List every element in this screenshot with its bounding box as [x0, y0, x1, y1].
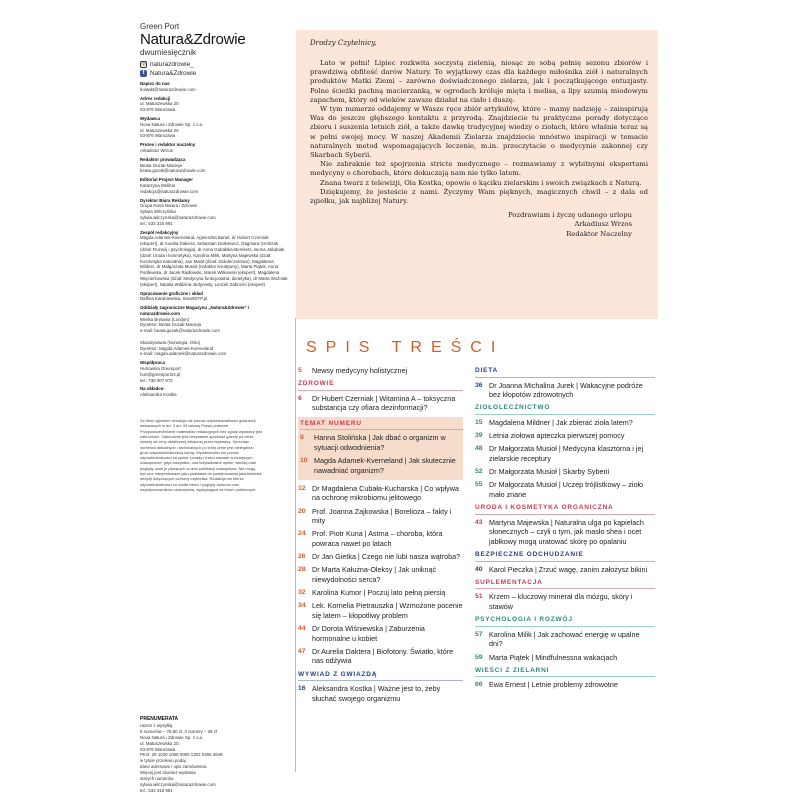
toc-item[interactable]: [298, 601, 463, 620]
toc-list-ziololecznictwo: [475, 418, 655, 500]
instagram-icon: ◎: [141, 61, 146, 67]
section-heading-wywiad: WYWIAD Z GWIAZDĄ: [298, 670, 463, 682]
toc-item-text: Marta Piątek | Mindfulnessna wakacjach: [489, 652, 618, 662]
toc-item[interactable]: [300, 433, 463, 452]
masthead-block-heading: Opracowanie graficzne i skład: [140, 290, 203, 296]
editorial-paragraph: Lato w pełni! Lipiec rozkwita soczystą zielenią, niosąc ze sobą pełnię sezonu zbiorów i prawdziwą obfitość darów Natury. To wyjątkowy czas dla każdego miłośnika ziół i naturalnych produktów Matki Ziemi – zarówno doświadczonego zielarza, jak i początkującego entuzjasty. Polne ścieżki pachną macierzanką, w ogrodach króluje mięta i melisa, a lipy szumią miodowym zapachem, który od wieków zawsze działał na ciało i duszę.: [310, 59, 648, 104]
toc-column-right: [475, 366, 655, 694]
toc-item[interactable]: [298, 552, 463, 562]
toc-page-number: 52: [475, 468, 483, 476]
masthead-block: [140, 198, 288, 227]
toc-item[interactable]: [475, 680, 655, 690]
masthead-block-heading: Prezes i redaktor naczelny: [140, 142, 196, 148]
toc-item-text: Karol Pieczka | Zrzuć wagę, zanim założysz bikini: [489, 564, 648, 574]
masthead-block: [140, 142, 288, 154]
masthead-block-heading: Współpraca: [140, 360, 165, 366]
column-divider: [295, 318, 296, 772]
toc-title: SPIS TREŚCI: [306, 339, 505, 356]
masthead-block-heading: Wydawca: [140, 115, 160, 121]
toc-page-number: 24: [298, 530, 306, 538]
legal-notice: Za treść ogłoszeń redakcja nie ponosi odpowiedzialności gwarancji wskazanych w art. 3 art. 43 ustawy Prawo prasowe. Przypowszechnianie materiałów redakcyjnych bez zgody wydawcy jest zabronione. Zabronione jest bezprawne sprzedaż gazety po cenie niższej od ceny detalicznej ustalonej przez wydawcę. Sprzedaż numerów aktualnych i archiwalnych po innej cenie jest nielegalna i grozi odpowiedzialnością karną. Wydawnictwo nie ponosi odpowiedzialności za opinie, porady i treści zawarte w niniejszym czasopiśmie; gdyż wszystkie, ona indywidualne opinie, wiedzę oraz poglądy osób je piszących w dniu publikacji czasopisma. Nie mogą być one interpretowane jako podstawa do podejmowania jakichkolwiek decyzji dotyczących ochrony czytelnika. Redakcja nie bierze odpowiedzialności za źródłe treści i poglądy autorów oraz współpracowników czasopisma, wypływające na forum publicznym.: [140, 418, 262, 492]
masthead-block: [140, 96, 288, 113]
toc-item[interactable]: [298, 484, 463, 503]
masthead-block: [140, 81, 288, 93]
editorial-greeting: Drodzy Czytelnicy,: [310, 38, 377, 47]
toc-list-wiesci: [475, 680, 655, 690]
toc-item-text: Dr Małgorzata Musioł | Skarby Syberii: [489, 467, 610, 477]
toc-item[interactable]: [475, 431, 655, 441]
toc-item[interactable]: [475, 630, 655, 649]
toc-page-number: 48: [475, 445, 483, 453]
masthead-block: [140, 116, 288, 139]
toc-item[interactable]: [298, 565, 463, 584]
editorial-signature-role: Redaktor Naczelny: [566, 229, 632, 238]
toc-item-text: Dr Aurelia Daktera | Biofotony. Światło, które nas odżywia: [312, 646, 454, 666]
toc-page-number: 47: [298, 647, 306, 655]
toc-item-text: Martyna Majewska | Naturalna ulga po kąpielach słonecznych – czyli o tym, jak masło shea i ocet jabłkowy mogą uratować skórę po opalaniu: [489, 517, 644, 546]
toc-page-number: 57: [475, 630, 483, 638]
toc-list-health-articles: [298, 484, 463, 666]
toc-item-text: Dr Hubert Czerniak | Witamina A – toksyczna substancja czy ofiara dezinformacji?: [312, 393, 456, 413]
toc-page-number: 20: [298, 507, 306, 515]
toc-item-text: Krzem – kluczowy minerał dla mózgu, skóry i stawów: [489, 592, 633, 612]
masthead-blocks: [140, 81, 288, 398]
toc-item-text: Karolina Milik | Jak zachować energię w upalne dni?: [489, 629, 640, 649]
masthead-block: [140, 177, 288, 194]
masthead-block-text: Arkadiusz Wrzos: [140, 147, 173, 153]
masthead-block: [140, 230, 288, 288]
toc-item-text: Karolina Kumor | Poczuj lato pełną piersią: [312, 588, 446, 598]
toc-page-number: 32: [298, 589, 306, 597]
toc-item-text: Prof. Joanna Zajkowska | Borelioza – fakty i mity: [312, 506, 452, 526]
featured-topic-box: [298, 417, 463, 480]
section-heading-suplementacja: SUPLEMENTACJA: [475, 578, 655, 590]
toc-item[interactable]: [298, 684, 463, 703]
masthead-block-text: Beata Guzak-Macieja beata.guzak@naturazdrowie.com: [140, 162, 206, 174]
toc-item[interactable]: [298, 647, 463, 666]
toc-list-uroda: [475, 518, 655, 547]
facebook-handle: Natura&Zdrowie: [150, 70, 197, 77]
toc-item[interactable]: [298, 588, 463, 598]
toc-item-text: Dr Małgorzata Musioł | Medycyna klasztorna i jej zielarskie receptury: [489, 444, 644, 463]
toc-item-text: Dr Małgorzata Musioł | Uczep trójlistkowy – zioło mało znane: [489, 480, 644, 499]
toc-item-text: Dr Marta Kałużna-Oleksy | Jak uniknąć niewydolności serca?: [312, 565, 437, 584]
masthead-block-heading: Dyrektor Biura Reklamy: [140, 197, 190, 203]
toc-column-left: [298, 366, 463, 707]
toc-page-number: 43: [475, 518, 483, 526]
section-heading-zdrowie: ZDROWIE: [298, 379, 463, 391]
toc-item[interactable]: [475, 480, 655, 499]
masthead-block-heading: Adres redakcji: [140, 95, 171, 101]
toc-page-number: 34: [298, 602, 306, 610]
editorial-paragraph: Nie zabraknie też spojrzenia stricte medycznego – rozmawiamy z wybitnymi ekspertami medycyny o chorobach, które dokuczają nam nie tylko latem.: [310, 160, 648, 178]
masthead-block: [140, 360, 288, 383]
instagram-link[interactable]: [140, 60, 288, 69]
subscription-info: [140, 717, 270, 794]
toc-item[interactable]: [475, 381, 655, 400]
toc-page-number: 59: [475, 653, 483, 661]
masthead-block-text: Daffina Karabiewska, SmartDTP.pl: [140, 296, 208, 302]
section-heading-psychologia: PSYCHOLOGIA I ROZWÓJ: [475, 615, 655, 627]
toc-item[interactable]: [475, 565, 655, 575]
toc-item[interactable]: [475, 444, 655, 463]
toc-page-number: 26: [298, 553, 306, 561]
toc-list-zdrowie: [298, 394, 463, 413]
masthead-block: [140, 157, 288, 174]
editorial-signature-name: Arkadiusz Wrzos: [574, 220, 632, 229]
facebook-link[interactable]: [140, 69, 288, 78]
toc-item[interactable]: [475, 518, 655, 547]
magazine-title: Natura&Zdrowie: [140, 31, 246, 48]
toc-item[interactable]: [298, 366, 463, 376]
editorial-paragraph: W tym numerze oddajemy w Wasze ręce zbiór artykułów, które – mamy nadzieję – zainspirują Was do jeszcze głębszego kontaktu z przyrodą. Znajdziecie tu praktyczne porady dotyczące zbioru i suszenia letnich ziół, a także dawkę tradycyjnej wiedzy o ziołach, które właśnie teraz są w pełni swojej mocy. W naszej Akademii Zielarza znajdziecie mnóstwo inspiracji w temacie naturalnych metod wspomagających leczenie, m.in. przeczytacie o medycynie zakonnej czy Skarbach Syberii.: [310, 105, 648, 160]
section-heading-ziololecznictwo: ZIOŁOLECZNICTWO: [475, 403, 655, 415]
toc-item-text: Dr Jan Gietka | Czego nie lubi nasza wątroba?: [312, 552, 461, 562]
toc-page-number: 44: [298, 625, 306, 632]
facebook-icon: f: [140, 70, 147, 77]
toc-item-text: Hanna Stolińska | Jak dbać o organizm w sytuacji odwodnienia?: [314, 433, 446, 452]
toc-item[interactable]: [475, 592, 655, 611]
masthead-block-text: Nova Natura i Zdrowie Sp. z o.o. ul. Matuszewska 20 03-876 Warszawa: [140, 121, 204, 139]
toc-item-text: Lek. Kornelia Pietrauszka | Wzmożone pocenie się latem – kłopotliwy problem: [312, 601, 463, 620]
toc-page-number: 10: [300, 456, 308, 464]
toc-item[interactable]: [475, 418, 655, 428]
section-heading-temat-numeru: TEMAT NUMERU: [300, 419, 463, 431]
masthead-block-text: Grupa Nova Natura i Zdrowie Sylwia Wilczyńska sylwia.wilczynska@naturazdrowie.com tel.: 533 315 991: [140, 203, 216, 226]
masthead-block-heading: Zespół redakcyjny: [140, 229, 179, 235]
masthead-block-heading: Oddziały zagraniczne Magazynu „Natura&Zdrowie” i naturazdrowie.com: [140, 305, 250, 316]
masthead-block-text: Katarzyna Melihar redakcja@naturazdrowie.com: [140, 182, 199, 194]
toc-list-temat-numeru: [300, 433, 463, 475]
masthead-block-text: Magda Adamek-Kverneland, Agnieszka Baraś, dr Hubert Czerniak (ekspert), dr Aurelia Dakiera, Sebastian Dutkiewicz, Dagmara Gmitrzak (dział: Rozwój i psychologia), dr Anna Gabałska-Berekets, Iwona Jakubiak (dział: Uroda i kosmetyka), Karolina Milik, Martyna Majewska (dział: Kosmetyka naturalna), Jan Matuł (dział: Ziołolecznictwo), Magdalena Mildner, dr Małgorzata Musioł (redaktor kreatywny), Marta Piątek, Anna Podlewska, dr Jacek Radłowski, Marek Wilkowski (ekspert), Magdalena Więcierkowska (dział: Medycyna funkcjonalna, dietetyka), dr Marta Woźniak (ekspert), Natalia Wildzina-Jedynasty, Leszek Zabrocki (ekspert): [140, 235, 288, 287]
masthead-block-text: Aleksandra Kostka: [140, 392, 177, 398]
toc-item-text: Dr Magdalena Cubała-Kucharska | Co wpływa na ochronę mikrobiomu jelitowego: [312, 483, 459, 503]
editorial-paragraph: Dziękujemy, że jesteście z nami. Życzymy Wam pięknych, magicznych chwil – z dala od zgiełku, jak najbliżej Natury.: [310, 187, 648, 206]
section-heading-odchudzanie: BEZPIECZNE ODCHUDZANIE: [475, 550, 655, 562]
toc-page-number: 39: [475, 432, 483, 440]
toc-item-text: Magda Adamek-Kverneland | Jak skutecznie nawadniać organizm?: [314, 455, 456, 475]
toc-item-text: Ewa Ernest | Letnie problemy zdrowotne: [489, 680, 618, 690]
masthead-block-heading: Na okładce:: [140, 386, 165, 392]
masthead-block-heading: Redaktor prowadząca: [140, 156, 186, 162]
magazine-frequency: dwumiesięcznik: [140, 48, 197, 57]
toc-item[interactable]: [475, 653, 655, 663]
toc-list-suplementacja: [475, 592, 655, 611]
section-heading-wiesci: WIEŚCI Z ZIELARNI: [475, 666, 655, 678]
toc-page-number: 55: [475, 481, 483, 489]
toc-item-text: Prof. Piotr Kuna | Astma – choroba, która powraca nawet po latach: [312, 529, 443, 548]
toc-item[interactable]: [298, 394, 463, 413]
editorial-closing: Pozdrawiam i życzę udanego urlopu: [507, 211, 632, 220]
instagram-handle: naturazdrowie_: [150, 61, 194, 68]
toc-item-text: Magdalena Mildner | Jak zbierać zioła latem?: [489, 417, 633, 427]
toc-list-wywiad: [298, 684, 463, 703]
toc-item[interactable]: [475, 467, 655, 477]
toc-page-number: 5: [298, 367, 302, 374]
toc-item[interactable]: [298, 529, 463, 548]
toc-item[interactable]: [298, 624, 463, 643]
masthead-block-text: Hurtownia Greenport hurt@greenport24.pl tel.: 730 007 872: [140, 366, 181, 383]
masthead-block-heading: Napisz do nas: [140, 81, 170, 86]
masthead-block-text: Wielka Brytania (Londyn) Dyrektor: Beata Guzak-Macieja e-mail: beata.guzak@naturazdrowie.com Skandynawia (Norwegia, Oslo) Dyrektor: Magda Adamek-Kverneland e-mail: magda.adamek@naturazdrowie.com: [140, 316, 227, 357]
masthead-block-text: ul. Matuszewska 20 03-876 Warszawa: [140, 101, 179, 113]
toc-page-number: 16: [298, 685, 306, 693]
toc-list-dieta: [475, 381, 655, 400]
toc-item-text: Newsy medycyny holistycznej: [312, 366, 408, 375]
toc-page-number: 28: [298, 566, 306, 574]
toc-page-number: 12: [298, 484, 306, 492]
toc-item[interactable]: [300, 456, 463, 475]
masthead-block: [140, 305, 288, 357]
toc-item-text: Aleksandra Kostka | Ważne jest to, żeby słuchać swojego organizmu: [312, 684, 441, 703]
toc-item[interactable]: [298, 507, 463, 526]
toc-page-number: 6: [298, 394, 302, 402]
toc-page-number: 8: [300, 434, 304, 442]
section-heading-dieta: DIETA: [475, 366, 655, 378]
publisher-name: Green Port: [140, 22, 180, 31]
toc-item-text: Letnia ziołowa apteczka pierwszej pomocy: [489, 431, 625, 441]
toc-page-number: 36: [475, 381, 483, 389]
toc-list-odchudzanie: [475, 565, 655, 575]
toc-item-text: Dr Dorota Wiśniewska | Zaburzenia hormonalne u kobiet: [312, 624, 425, 643]
toc-page-number: 15: [475, 418, 483, 426]
editorial-body: [310, 59, 648, 206]
toc-page-number: 40: [475, 565, 483, 573]
toc-item-text: Dr Joanna Michalina Jurek | Wakacyjne podróże bez kłopotów zdrowotnych: [489, 380, 643, 400]
subscription-text: razem z wysyłką 6 numerów – 75,60 zł, 3 numery – 38 zł Nova Natura i Zdrowie Sp. z o.o. ul. Matuszewska 20, 03-876 Warszawa PKO: 29 1020 1068 0000 1302 0466 3649 w tytule przelewu podaj dane adresowe i opis zamówienia. Więcej jest również wysłania starych numerów sylwia.wilczynska@naturazdrowie.com tel.: 533 315 991: [140, 722, 223, 793]
editorial-box: [296, 30, 658, 319]
section-heading-uroda: URODA I KOSMETYKA ORGANICZNA: [475, 503, 655, 515]
toc-page-number: 66: [475, 681, 483, 689]
editorial-paragraph: Znana twarz z telewizji, Ola Kostka, opowie o kąciku zielarskim i swoich związkach z Naturą.: [320, 178, 642, 187]
masthead: [140, 22, 288, 492]
toc-page-number: 51: [475, 593, 483, 601]
subscription-heading: PRENUMERATA: [140, 716, 179, 722]
masthead-block-heading: Editorial Project Manager: [140, 177, 193, 183]
toc-list-psychologia: [475, 630, 655, 662]
masthead-block: [140, 386, 288, 398]
masthead-block-text: kontakt@naturazdrowie.com: [140, 86, 196, 92]
masthead-block: [140, 291, 288, 303]
